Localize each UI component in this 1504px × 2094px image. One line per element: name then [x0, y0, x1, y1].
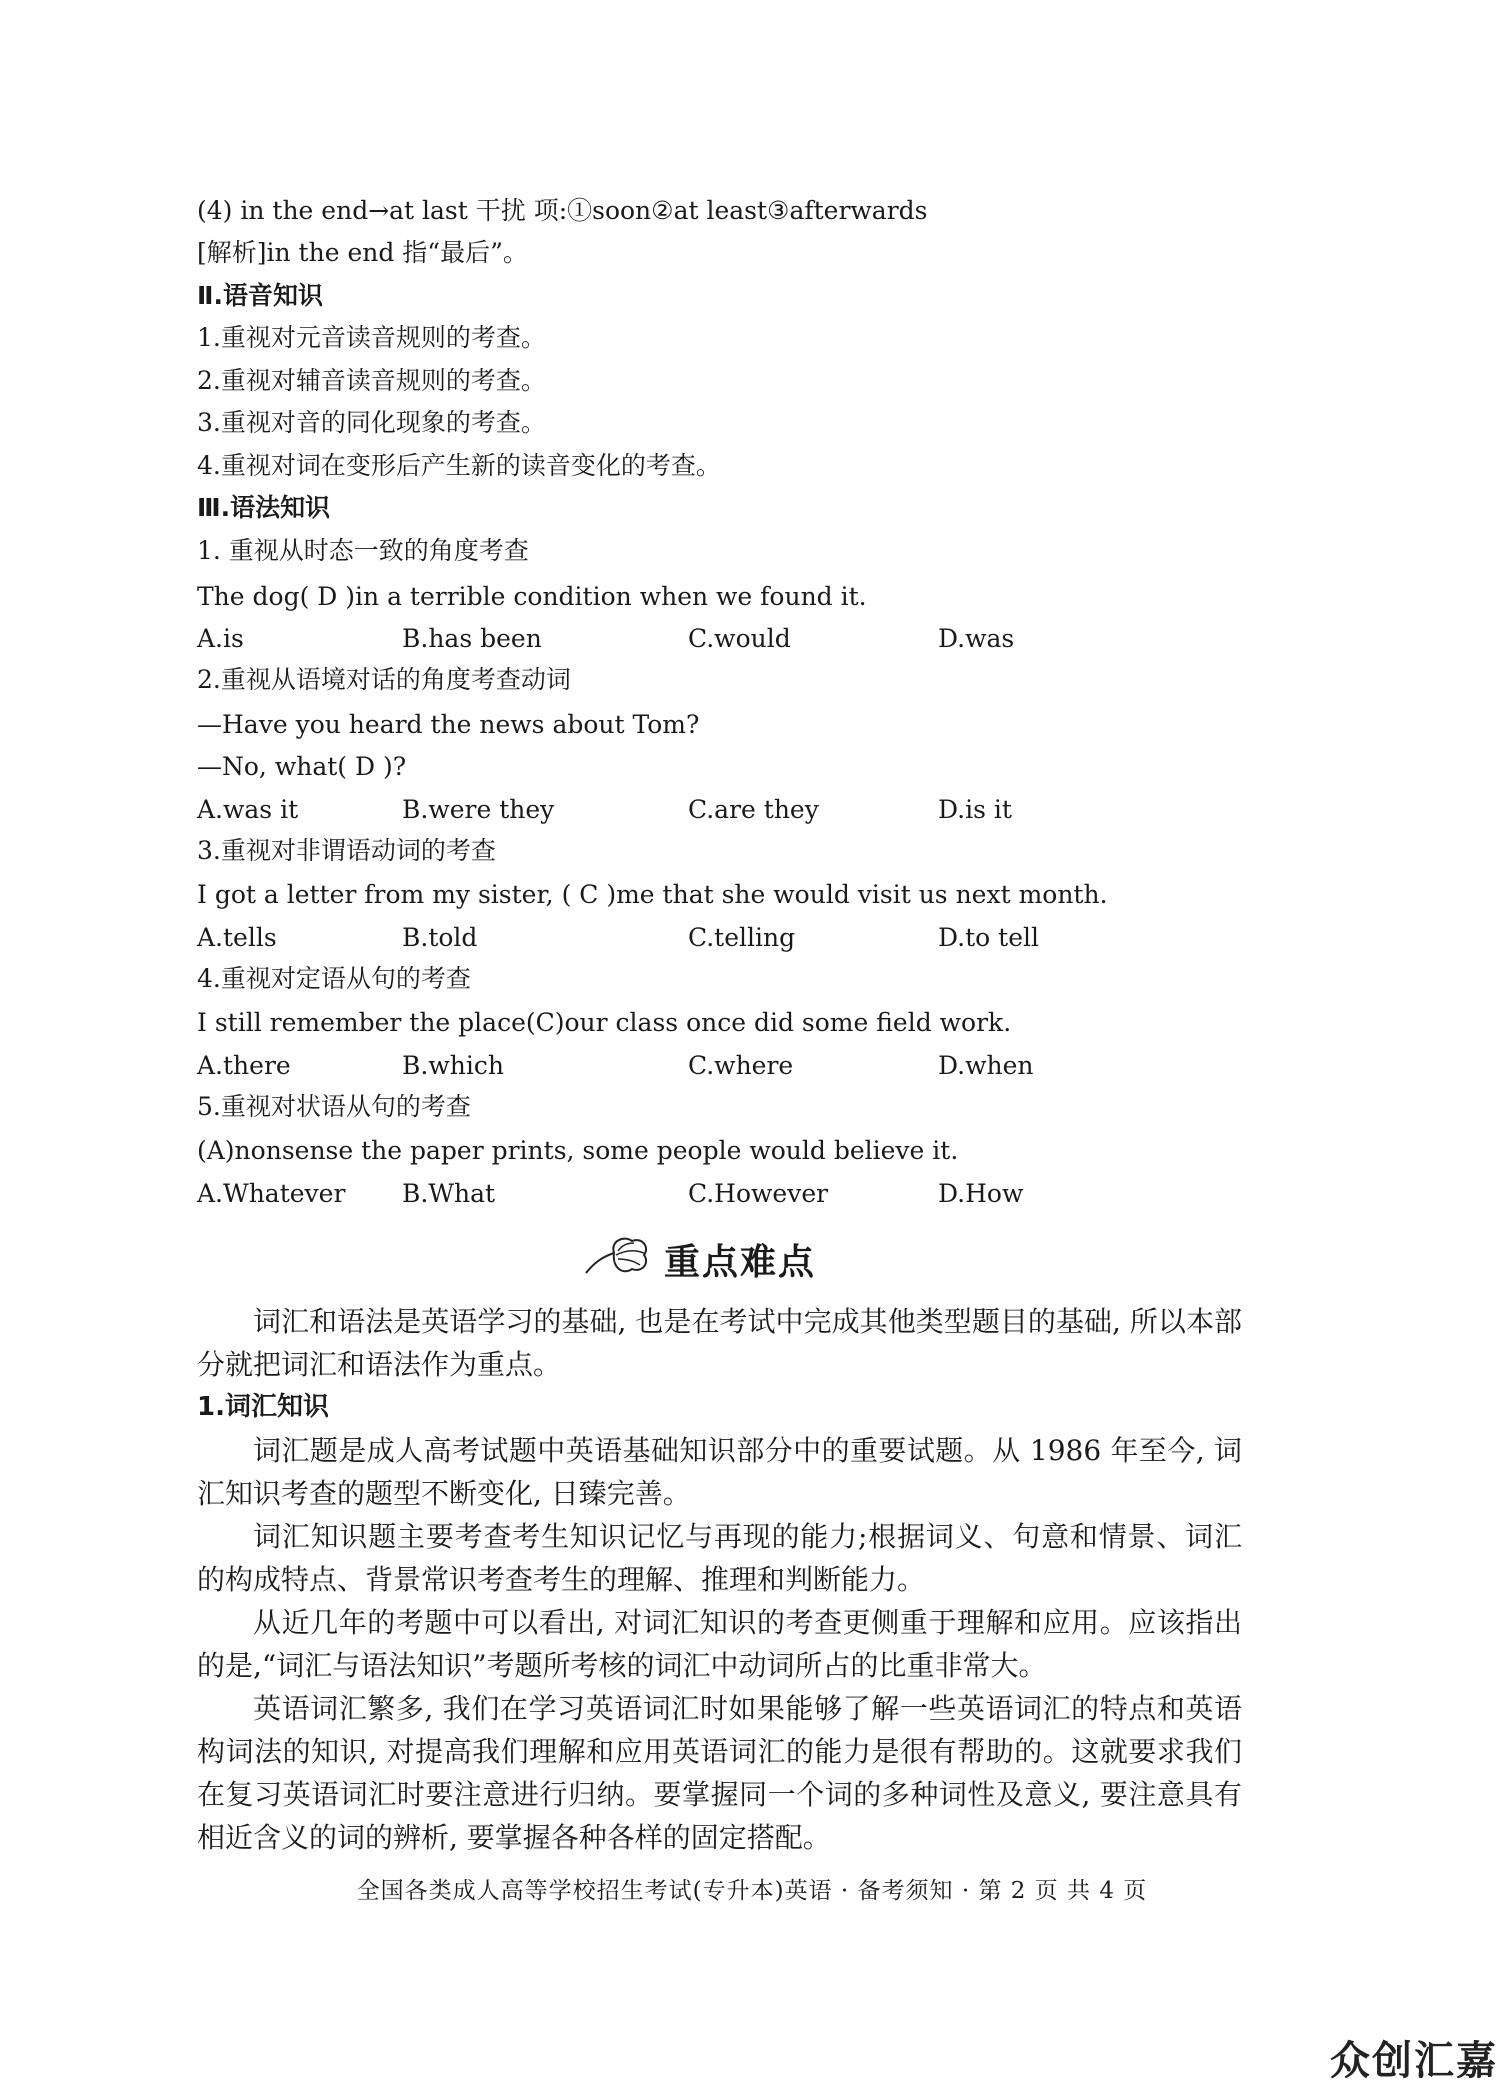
watermark: 众创汇嘉 — [1330, 2038, 1498, 2084]
option-a: A.there — [197, 1051, 291, 1080]
phonetics-item: 2.重视对辅音读音规则的考查。 — [197, 366, 546, 395]
option-b: B.has been — [402, 624, 542, 653]
grammar-item-title: 3.重视对非谓语动词的考查 — [197, 836, 496, 865]
page-footer: 全国各类成人高等学校招生考试(专升本)英语 · 备考须知 · 第 2 页 共 4 页 — [356, 1878, 1148, 1904]
option-b: B.What — [402, 1179, 496, 1208]
body-paragraph: 词汇知识题主要考查考生知识记忆与再现的能力;根据词义、句意和情景、词汇的构成特点、背景常识考查考生的理解、推理和判断能力。 — [197, 1520, 1242, 1596]
vocab-item-line: (4) in the end→at last 干扰 项:①soon②at least③afterwards — [197, 196, 928, 225]
body-paragraph: 词汇题是成人高考试题中英语基础知识部分中的重要试题。从 1986 年至今, 词汇知识考查的题型不断变化, 日臻完善。 — [197, 1434, 1242, 1510]
grammar-heading: Ⅲ.语法知识 — [197, 493, 331, 522]
grammar-item-title: 1. 重视从时态一致的角度考查 — [197, 536, 529, 565]
phonetics-item: 4.重视对词在变形后产生新的读音变化的考查。 — [197, 451, 721, 480]
option-a: A.is — [197, 624, 244, 653]
vocab-subheading: 1.词汇知识 — [197, 1392, 329, 1422]
grammar-question: —Have you heard the news about Tom? — [197, 710, 700, 739]
option-a: A.was it — [197, 795, 299, 824]
grammar-question: I still remember the place(C)our class once did some field work. — [197, 1008, 1012, 1037]
leaf-icon — [580, 1233, 652, 1285]
option-b: B.were they — [402, 795, 555, 824]
option-c: C.would — [688, 624, 791, 653]
key-points-header — [580, 1231, 816, 1287]
grammar-question: (A)nonsense the paper prints, some people would believe it. — [197, 1136, 959, 1165]
option-a: A.Whatever — [197, 1179, 346, 1208]
option-a: A.tells — [197, 923, 277, 952]
option-b: B.told — [402, 923, 478, 952]
section-title: 重点难点 — [664, 1241, 817, 1283]
grammar-item-title: 4.重视对定语从句的考查 — [197, 964, 471, 993]
option-d: D.when — [938, 1051, 1034, 1080]
phonetics-heading: Ⅱ.语音知识 — [197, 281, 323, 310]
phonetics-item: 1.重视对元音读音规则的考查。 — [197, 323, 546, 352]
option-d: D.How — [938, 1179, 1024, 1208]
option-c: C.are they — [688, 795, 819, 824]
grammar-question: I got a letter from my sister, ( C )me that she would visit us next month. — [197, 880, 1108, 909]
phonetics-item: 3.重视对音的同化现象的考查。 — [197, 408, 546, 437]
option-b: B.which — [402, 1051, 504, 1080]
intro-paragraph: 词汇和语法是英语学习的基础, 也是在考试中完成其他类型题目的基础, 所以本部分就把词汇和语法作为重点。 — [197, 1305, 1242, 1381]
grammar-question: The dog( D )in a terrible condition when we found it. — [197, 582, 867, 611]
vocab-item-analysis: [解析]in the end 指“最后”。 — [197, 238, 528, 267]
option-c: C.telling — [688, 923, 796, 952]
grammar-question: —No, what( D )? — [197, 752, 407, 781]
option-d: D.is it — [938, 795, 1012, 824]
body-paragraph: 英语词汇繁多, 我们在学习英语词汇时如果能够了解一些英语词汇的特点和英语构词法的知识, 对提高我们理解和应用英语词汇的能力是很有帮助的。这就要求我们在复习英语词汇时要注意进行归纳。要掌握同一个词的多种词性及意义, 要注意具有相近含义的词的辨析, 要掌握各种各样的固定搭配。 — [197, 1692, 1242, 1854]
grammar-item-title: 2.重视从语境对话的角度考查动词 — [197, 665, 571, 694]
body-paragraph: 从近几年的考题中可以看出, 对词汇知识的考查更侧重于理解和应用。应该指出的是,“词汇与语法知识”考题所考核的词汇中动词所占的比重非常大。 — [197, 1606, 1242, 1682]
grammar-item-title: 5.重视对状语从句的考查 — [197, 1092, 471, 1121]
option-d: D.to tell — [938, 923, 1039, 952]
option-c: C.However — [688, 1179, 829, 1208]
option-c: C.where — [688, 1051, 794, 1080]
option-d: D.was — [938, 624, 1015, 653]
